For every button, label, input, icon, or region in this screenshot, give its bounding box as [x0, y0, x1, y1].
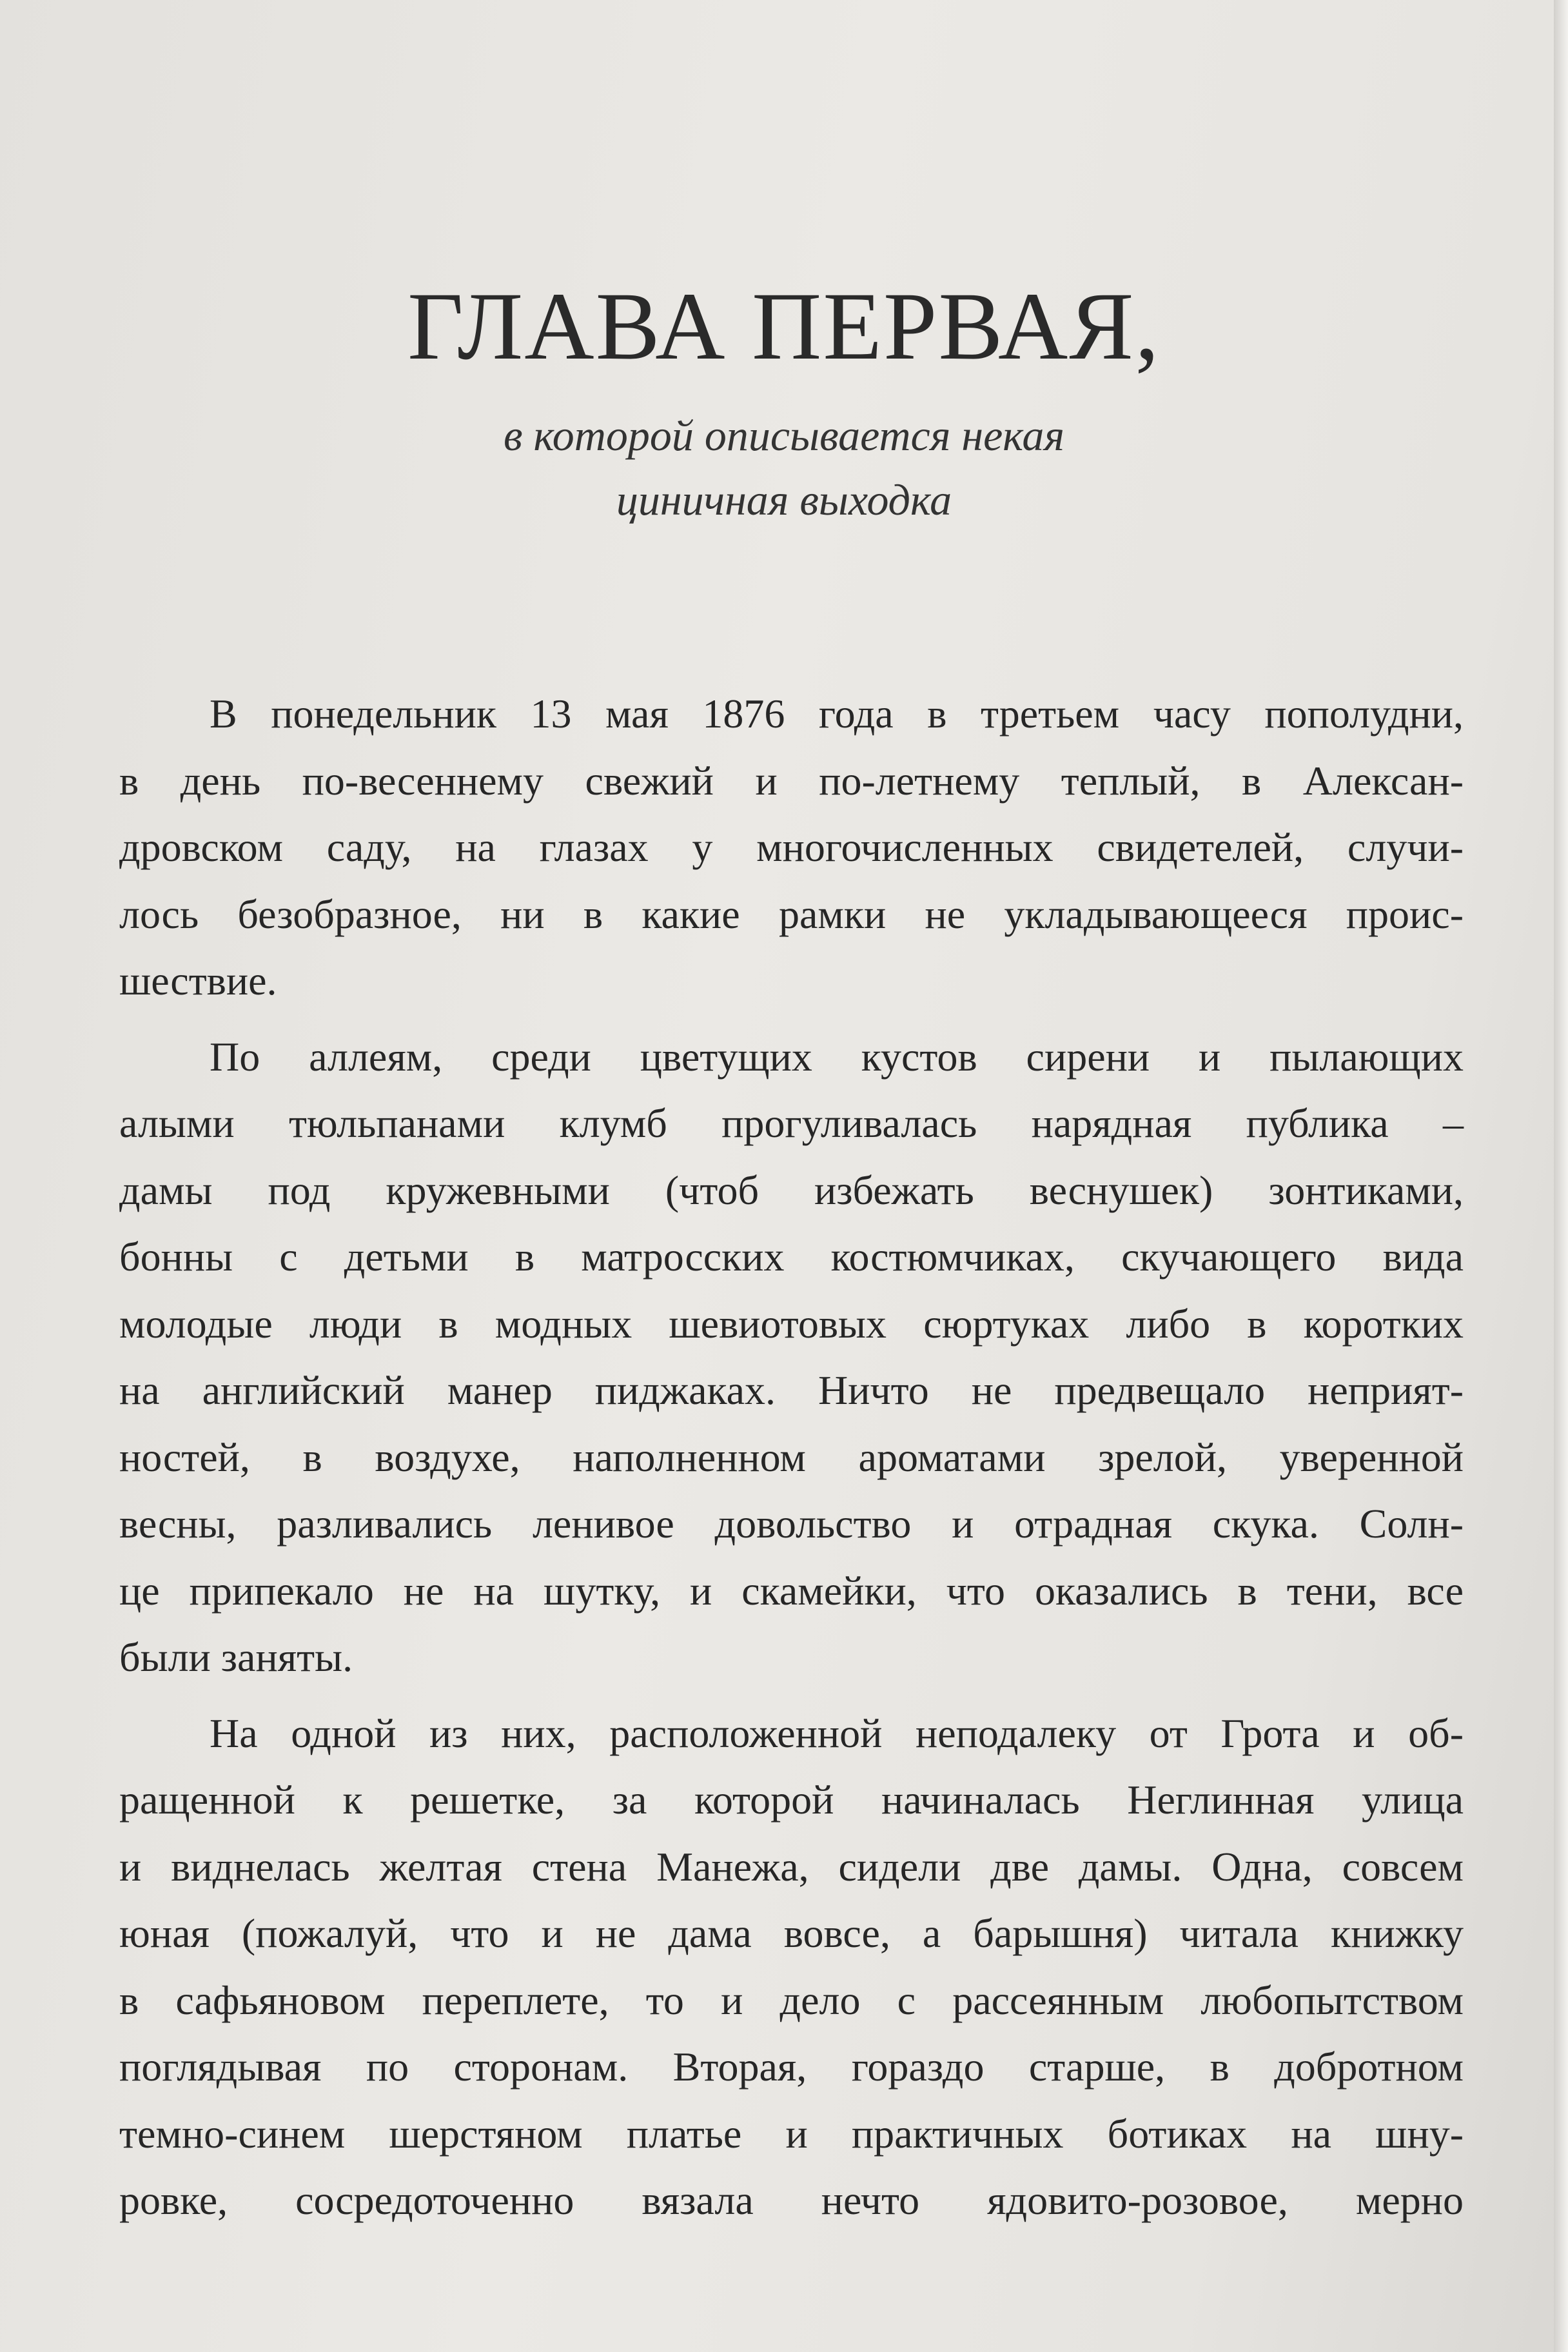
- text-line: лось безобразное, ни в какие рамки не укладывающееся проис-: [119, 891, 1464, 937]
- text-line: В понедельник 13 мая 1876 года в третьем часу пополудни,: [210, 691, 1464, 736]
- text-line: юная (пожалуй, что и не дама вовсе, а барышня) читала книжку: [119, 1910, 1464, 1956]
- chapter-subtitle: [0, 403, 1568, 532]
- text-line: на английский манер пиджаках. Ничто не предвещало неприят-: [119, 1367, 1464, 1413]
- subtitle-line: в которой описывается некая: [504, 411, 1064, 460]
- text-line: дамы под кружевными (чтоб избежать веснушек) зонтиками,: [119, 1167, 1464, 1213]
- text-line: ращенной к решетке, за которой начиналась Неглинная улица: [119, 1777, 1464, 1823]
- text-line: в день по-весеннему свежий и по-летнему теплый, в Алексан-: [119, 757, 1464, 804]
- text-line: темно-синем шерстяном платье и практичных ботиках на шну-: [119, 2110, 1464, 2157]
- subtitle-line: циничная выходка: [616, 475, 952, 524]
- text-line: На одной из них, расположенной неподалеку от Грота и об-: [210, 1710, 1464, 1756]
- text-line: бонны с детьми в матросских костюмчиках, скучающего вида: [119, 1234, 1464, 1280]
- text-line: ровке, сосредоточенно вязала нечто ядовито-розовое, мерно: [119, 2177, 1464, 2223]
- text-line: весны, разливались ленивое довольство и отрадная скука. Солн-: [119, 1501, 1464, 1547]
- text-line: в сафьяновом переплете, то и дело с рассеянным любопытством: [119, 1977, 1464, 2023]
- text-line: и виднелась желтая стена Манежа, сидели две дамы. Одна, совсем: [119, 1843, 1464, 1890]
- text-line: По аллеям, среди цветущих кустов сирени и пылающих: [210, 1033, 1464, 1080]
- chapter-title: ГЛАВА ПЕРВАЯ,: [407, 273, 1161, 380]
- text-line: це припекало не на шутку, и скамейки, что оказались в тени, все: [119, 1567, 1464, 1614]
- text-line: были заняты.: [119, 1634, 353, 1680]
- text-line: поглядывая по сторонам. Вторая, гораздо старше, в добротном: [119, 2044, 1464, 2090]
- text-line: шествие.: [119, 958, 277, 1003]
- paragraph: [119, 1700, 1464, 2234]
- paragraph: [119, 680, 1464, 1014]
- paragraph: [119, 1023, 1464, 1691]
- text-line: ностей, в воздухе, наполненном ароматами зрелой, уверенной: [119, 1434, 1464, 1480]
- text-line: алыми тюльпанами клумб прогуливалась нарядная публика –: [119, 1100, 1464, 1146]
- body-text: [119, 680, 1464, 2243]
- text-line: дровском саду, на глазах у многочисленных свидетелей, случи-: [119, 824, 1464, 870]
- text-line: молодые люди в модных шевиотовых сюртуках либо в коротких: [119, 1300, 1464, 1347]
